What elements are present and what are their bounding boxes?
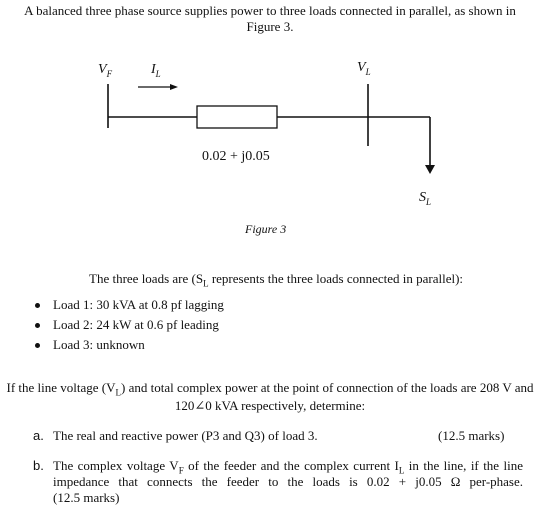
intro-line-1: A balanced three phase source supplies power to three loads connected in parallel, as shown in	[24, 3, 516, 18]
impedance-box	[197, 106, 277, 128]
bullet	[35, 323, 40, 328]
figure-caption: Figure 3	[245, 222, 287, 236]
load-2: Load 2: 24 kW at 0.6 pf leading	[53, 317, 219, 332]
part-b-line-1: The complex voltage $V_F$ of the feeder and the complex current $I_L$ in the line, if the line	[53, 458, 523, 476]
question-line-1: If the line voltage $(V_L)$ and total complex power at the point of connection of the loads are 208 V and	[6, 380, 534, 398]
il-label: $I_L$	[151, 62, 161, 79]
sl-label: $S_L$	[419, 190, 432, 207]
intro-line-2: Figure 3.	[246, 19, 294, 34]
part-b-line-2: impedance that connects the feeder to the loads is 0.02 + j0.05 Ω per-phase.	[53, 474, 523, 489]
part-a-text: The real and reactive power (P3 and Q3) of load 3.	[53, 428, 318, 443]
current-arrow-head	[170, 84, 178, 90]
part-b-label: b.	[33, 458, 44, 473]
impedance-label: 0.02 + j0.05	[202, 149, 270, 164]
bullet	[35, 343, 40, 348]
part-a-label: a.	[33, 428, 44, 443]
part-a-marks: (12.5 marks)	[438, 428, 505, 443]
load-3: Load 3: unknown	[53, 337, 145, 352]
vl-label: $V_L$	[357, 60, 371, 77]
load-1: Load 1: 30 kVA at 0.8 pf lagging	[53, 297, 224, 312]
question-line-2: 120∠0 kVA respectively, determine:	[174, 398, 366, 413]
loads-intro: The three loads are ($S_L$ represents the three loads connected in parallel):	[89, 271, 464, 289]
bullet	[35, 303, 40, 308]
vf-label: $V_F$	[98, 62, 113, 79]
part-b-line-3: (12.5 marks)	[53, 490, 120, 505]
circuit-diagram	[0, 0, 540, 250]
load-arrow-head	[425, 165, 435, 174]
